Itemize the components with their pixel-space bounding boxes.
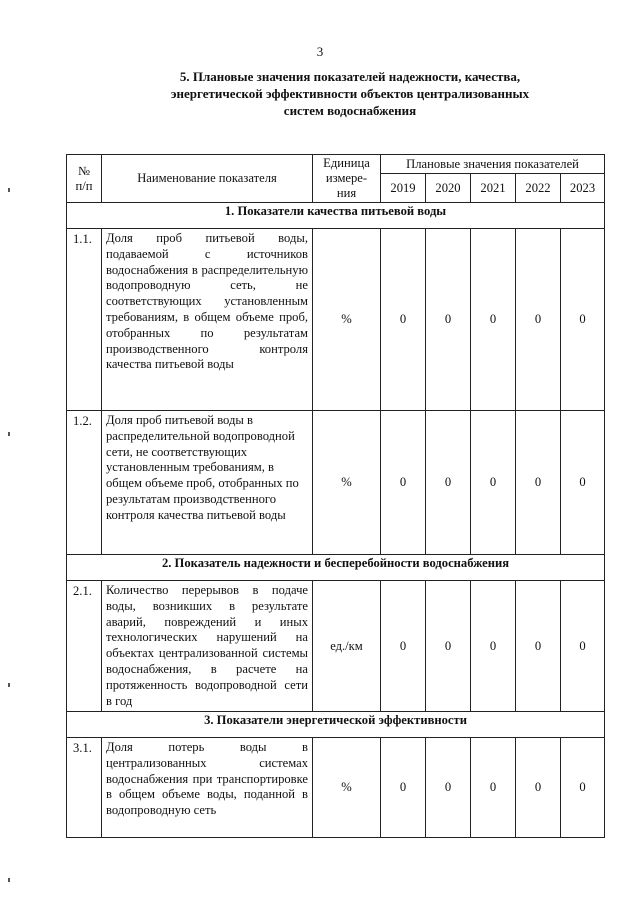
title-line-2: энергетической эффективности объектов централизованных — [170, 86, 530, 101]
value-cell: 0 — [471, 738, 516, 838]
value-cell: 0 — [381, 581, 426, 712]
row-number: 1.2. — [67, 411, 102, 555]
section-title: 3. Показатели энергетической эффективности — [67, 712, 605, 738]
value-cell: 0 — [471, 229, 516, 411]
value-cell: 0 — [426, 581, 471, 712]
value-cell: 0 — [471, 411, 516, 555]
document-title — [100, 68, 600, 119]
header-year: 2019 — [381, 174, 426, 203]
value-cell: 0 — [381, 411, 426, 555]
indicator-name: Доля проб питьевой воды в распределительной водопроводной сети, не соответствующих установленным требованиям, в общем объеме проб, отобранных по результатам производственного контроля качества питьевой воды — [102, 411, 313, 555]
value-cell: 0 — [561, 411, 605, 555]
header-year: 2022 — [516, 174, 561, 203]
value-cell: 0 — [426, 229, 471, 411]
unit-cell: % — [313, 738, 381, 838]
value-cell: 0 — [561, 581, 605, 712]
value-cell: 0 — [561, 738, 605, 838]
table-row — [67, 229, 605, 411]
value-cell: 0 — [381, 738, 426, 838]
title-line-3: систем водоснабжения — [283, 103, 417, 118]
unit-cell: % — [313, 229, 381, 411]
section-title: 1. Показатели качества питьевой воды — [67, 203, 605, 229]
indicator-name: Доля проб питьевой воды, подаваемой с источников водоснабжения в распределительную водопроводную сеть, не соответствующих установленным требованиям, в общем объеме проб, отобранных по результатам производственного контроля качества питьевой воды — [102, 229, 313, 411]
row-number: 2.1. — [67, 581, 102, 712]
scan-mark — [8, 878, 10, 882]
unit-cell: ед./км — [313, 581, 381, 712]
row-number: 1.1. — [67, 229, 102, 411]
header-unit: Единица измере- ния — [313, 155, 381, 203]
header-year: 2023 — [561, 174, 605, 203]
table-row — [67, 581, 605, 712]
scan-mark — [8, 188, 10, 192]
row-number: 3.1. — [67, 738, 102, 838]
value-cell: 0 — [516, 229, 561, 411]
table-row — [67, 411, 605, 555]
indicators-table — [66, 154, 605, 838]
section-title: 2. Показатель надежности и бесперебойности водоснабжения — [67, 555, 605, 581]
table-row — [67, 738, 605, 838]
header-planned-values: Плановые значения показателей — [381, 155, 605, 174]
value-cell: 0 — [516, 738, 561, 838]
unit-cell: % — [313, 411, 381, 555]
scan-mark — [8, 432, 10, 436]
value-cell: 0 — [516, 581, 561, 712]
value-cell: 0 — [561, 229, 605, 411]
header-num: № п/п — [67, 155, 102, 203]
value-cell: 0 — [426, 411, 471, 555]
title-line-1: 5. Плановые значения показателей надежности, качества, — [179, 69, 521, 84]
page-number: 3 — [316, 44, 324, 59]
value-cell: 0 — [471, 581, 516, 712]
indicator-name: Количество перерывов в подаче воды, возникших в результате аварий, повреждений и иных технологических нарушений на объектах централизованной системы водоснабжения, в расчете на протяженность водопроводной сети в год — [102, 581, 313, 712]
value-cell: 0 — [426, 738, 471, 838]
indicator-name: Доля потерь воды в централизованных системах водоснабжения при транспортировке в общем объеме воды, поданной в водопроводную сеть — [102, 738, 313, 838]
header-year: 2021 — [471, 174, 516, 203]
header-name: Наименование показателя — [102, 155, 313, 203]
scan-mark — [8, 683, 10, 687]
value-cell: 0 — [381, 229, 426, 411]
value-cell: 0 — [516, 411, 561, 555]
header-year: 2020 — [426, 174, 471, 203]
